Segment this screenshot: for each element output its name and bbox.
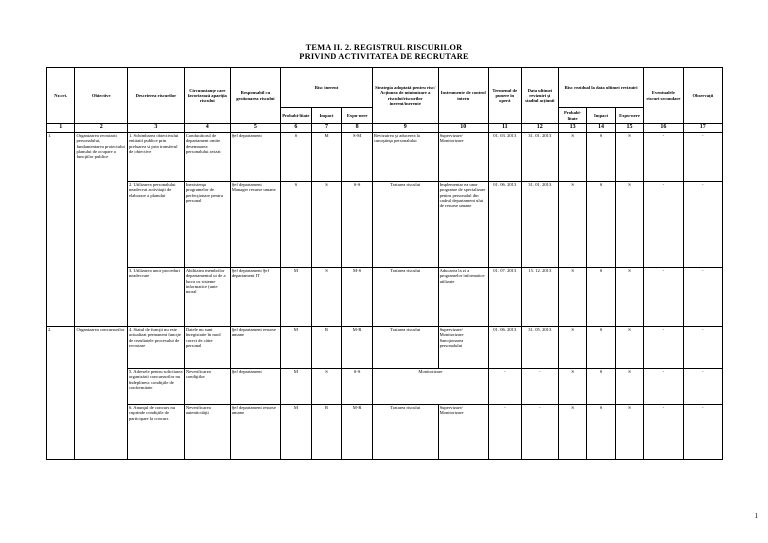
observations: -	[683, 405, 722, 460]
residual-probability: S	[558, 327, 586, 369]
header-risc-inerent: Risc inerent	[281, 68, 373, 108]
col-number: 10	[438, 124, 488, 133]
control-instruments: Supervizare/ Monitorizare	[438, 405, 488, 460]
residual-exposure: S	[615, 268, 643, 327]
header-eventuale: Eventualele riscuri secundare	[644, 68, 683, 124]
header-expunere: Expu-nere	[342, 108, 373, 124]
responsible: Şef departament Manager resurse umane	[230, 182, 280, 268]
col-number: 5	[230, 124, 280, 133]
impact: R	[311, 327, 342, 369]
objective-cell: Organizarea recrutarii personalului, fundamentarea proiectului planului de ocupare a funcţiilor publice	[75, 133, 128, 327]
review-date: 31. 01. 2013	[521, 133, 558, 182]
col-number: 17	[683, 124, 722, 133]
secondary-risks: -	[644, 327, 683, 369]
header-termen: Termenul de punere în operă	[488, 68, 521, 124]
header-data: Data ultimei revizuiri și stadiul acțiunii	[521, 68, 558, 124]
residual-probability: S	[558, 268, 586, 327]
responsible: Şef departament resurse umane	[230, 405, 280, 460]
col-number: 4	[184, 124, 230, 133]
col-number: 12	[521, 124, 558, 133]
observations: -	[683, 268, 722, 327]
residual-impact: S	[587, 133, 615, 182]
col-number: 16	[644, 124, 683, 133]
col-number: 14	[587, 124, 615, 133]
strategy: Tratarea riscului	[372, 182, 438, 268]
header-responsabil: Responsabil cu gestionarea riscului	[230, 68, 280, 124]
header-circumstante: Circumstanţe care favorizează apariţia riscului	[184, 68, 230, 124]
header-expunere-rezidual: Expu-nere	[615, 108, 643, 124]
residual-probability: S	[558, 405, 586, 460]
header-risc-rezidual: Risc rezidual la data ultimei revizuiri	[558, 68, 643, 108]
strategy: Revizuirea şi aducerea la cunoştinţa personalului	[372, 133, 438, 182]
table-row	[47, 405, 723, 460]
header-strategie: Strategia adoptată pentru risc/ Acţiunea de minimizare a riscului/riscurilor inerent/inerente	[372, 68, 438, 124]
secondary-risks: -	[644, 268, 683, 327]
residual-impact: S	[587, 327, 615, 369]
residual-exposure: S	[615, 327, 643, 369]
deadline: 01. 06. 2013	[488, 182, 521, 268]
circumstances: Neverificarea autenticităţii	[184, 405, 230, 460]
risk-description: 2. Utilizarea personalului neadecvat activitaţii de elaborare a planului	[127, 182, 184, 268]
probability: M	[281, 268, 312, 327]
probability: S	[281, 133, 312, 182]
residual-impact: S	[587, 182, 615, 268]
table-row	[47, 268, 723, 327]
deadline: 01. 07. 2013	[488, 268, 521, 327]
risk-description: 4. Statul de funcţii nu este actualizat permanent funcţie de rezultatele procesului de recrutare	[127, 327, 184, 369]
secondary-risks: -	[644, 133, 683, 182]
table-row	[47, 182, 723, 268]
circumstances: Inexistenţa programelor de perfecţionare pentru personal	[184, 182, 230, 268]
residual-probability: S	[558, 182, 586, 268]
observations: -	[683, 133, 722, 182]
circumstances: Conducătorul de departament omite desemnarea personalului avizat	[184, 133, 230, 182]
strategy: Tratarea riscului	[372, 327, 438, 369]
control-instruments: Supervizare/ Monitorizare	[438, 133, 488, 182]
document-subtitle: PRIVIND ACTIVITATEA DE RECRUTARE	[299, 52, 469, 61]
risk-description: 5. Adresele pentru solicitarea organizării concursurilor nu îndeplinesc condiţiile de conformitate	[127, 369, 184, 405]
residual-exposure: S	[615, 405, 643, 460]
col-number: 9	[372, 124, 438, 133]
col-number: 2	[75, 124, 128, 133]
review-date: -	[521, 369, 558, 405]
deadline: 01. 06. 2013	[488, 327, 521, 369]
deadline: -	[488, 369, 521, 405]
page-number: 1	[754, 512, 758, 520]
circumstances: Datele nu sunt înregistrate în mod corect de către personal	[184, 327, 230, 369]
residual-probability: S	[558, 369, 586, 405]
probability: M	[281, 369, 312, 405]
residual-impact: S	[587, 268, 615, 327]
secondary-risks: -	[644, 369, 683, 405]
responsible: Şef departament Şef departament IT	[230, 268, 280, 327]
exposure: S-S	[342, 182, 373, 268]
header-observatii: Observaţii	[683, 68, 722, 124]
risk-description: 6. Anunţul de concurs nu cuprinde condiţiile de participare la concurs	[127, 405, 184, 460]
exposure: M-R	[342, 405, 373, 460]
header-descriere: Descrierea riscurilor	[127, 68, 184, 124]
residual-exposure: S	[615, 369, 643, 405]
responsible: Şef departament	[230, 133, 280, 182]
review-date: -	[521, 405, 558, 460]
table-row	[47, 369, 723, 405]
impact: S	[311, 268, 342, 327]
review-date: 31. 05. 2013	[521, 327, 558, 369]
header-impact: Impact	[311, 108, 342, 124]
table-row	[47, 133, 723, 182]
header-impact-rezidual: Impact	[587, 108, 615, 124]
observations: -	[683, 327, 722, 369]
probability: M	[281, 327, 312, 369]
impact: S	[311, 182, 342, 268]
risk-description: 3. Utilizarea unor proceduri neadecvate	[127, 268, 184, 327]
secondary-risks: -	[644, 405, 683, 460]
observations: -	[683, 369, 722, 405]
row-number: 1.	[47, 133, 75, 327]
header-obiective: Obiective	[75, 68, 128, 124]
header-instrumente: Instrumente de control intern	[438, 68, 488, 124]
residual-impact: S	[587, 369, 615, 405]
col-number: 1	[47, 124, 75, 133]
col-number: 8	[342, 124, 373, 133]
residual-probability: S	[558, 133, 586, 182]
col-number: 3	[127, 124, 184, 133]
control-instruments: Implementar ea unor programe de specializare pentru personalul din cadrul departament ului de resurse umane	[438, 182, 488, 268]
responsible: Şef departament resurse umane	[230, 327, 280, 369]
objective-cell: Organizarea concursurilor	[75, 327, 128, 460]
deadline: -	[488, 405, 521, 460]
review-date: 15. 12. 2013	[521, 268, 558, 327]
circumstances: Neverificarea condiţiilor	[184, 369, 230, 405]
exposure: M-S	[342, 268, 373, 327]
col-number: 7	[311, 124, 342, 133]
control-instruments: Supervizare/ Monitorizare Sancţionarea personalului	[438, 327, 488, 369]
col-number: 6	[281, 124, 312, 133]
risk-description: 1. Schimbarea obiectivului entitatii publice prin preluarea si prin transferul de obiective	[127, 133, 184, 182]
deadline: 01. 03. 2013	[488, 133, 521, 182]
row-number: 2.	[47, 327, 75, 460]
column-number-row	[47, 124, 723, 133]
probability: S	[281, 182, 312, 268]
probability: M	[281, 405, 312, 460]
strategy: Tratarea riscului	[372, 268, 438, 327]
responsible: Şef departament	[230, 369, 280, 405]
exposure: M-R	[342, 327, 373, 369]
control-instruments: Aducarea la zi a programelor informatice utilizate	[438, 268, 488, 327]
exposure: S-M	[342, 133, 373, 182]
strategy: Tratarea riscului	[372, 405, 438, 460]
impact: R	[311, 405, 342, 460]
impact: M	[311, 133, 342, 182]
header-probabilitate: Probabi-litate	[281, 108, 312, 124]
circumstances: Abilitatea membrilor departamentul ui de a lucra cu sisteme informatice (unte moral	[184, 268, 230, 327]
table-row	[47, 327, 723, 369]
exposure: S-S	[342, 369, 373, 405]
strategy: Monitorizare	[372, 369, 488, 405]
review-date: 31. 01. 2013	[521, 182, 558, 268]
residual-exposure: S	[615, 133, 643, 182]
document-title: TEMA II. 2. REGISTRUL RISCURILOR	[305, 43, 463, 52]
impact: S	[311, 369, 342, 405]
observations: -	[683, 182, 722, 268]
risk-register-table	[46, 67, 723, 460]
residual-impact: S	[587, 405, 615, 460]
header-probabilitate-rezidual: Probabi-litate	[558, 108, 586, 124]
col-number: 15	[615, 124, 643, 133]
residual-exposure: S	[615, 182, 643, 268]
header-nr: Nr.crt.	[47, 68, 75, 124]
col-number: 13	[558, 124, 586, 133]
col-number: 11	[488, 124, 521, 133]
secondary-risks: -	[644, 182, 683, 268]
